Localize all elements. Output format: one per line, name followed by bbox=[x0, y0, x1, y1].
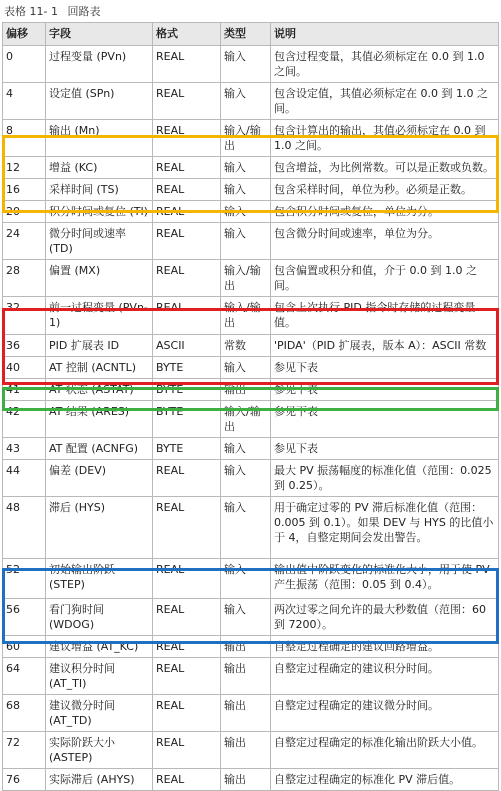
row-type: 输入/输出 bbox=[221, 260, 271, 297]
row-field: 初始输出阶跃 (STEP) bbox=[46, 559, 153, 599]
row-type: 输出 bbox=[221, 695, 271, 732]
row-field: AT 配置 (ACNFG) bbox=[46, 438, 153, 460]
row-description: 自整定过程确定的标准化 PV 滞后值。 bbox=[271, 769, 499, 791]
header-type: 类型 bbox=[221, 23, 271, 46]
row-offset: 24 bbox=[3, 223, 46, 260]
table-row bbox=[3, 83, 499, 120]
row-description: 包含计算出的输出，其值必须标定在 0.0 到 1.0 之间。 bbox=[271, 120, 499, 157]
row-offset: 12 bbox=[3, 157, 46, 179]
table-row bbox=[3, 223, 499, 260]
row-offset: 68 bbox=[3, 695, 46, 732]
table-title: 回路表 bbox=[67, 5, 101, 18]
row-field: 增益 (KC) bbox=[46, 157, 153, 179]
row-field: 实际滞后 (AHYS) bbox=[46, 769, 153, 791]
row-format: BYTE bbox=[153, 438, 221, 460]
row-format: REAL bbox=[153, 599, 221, 636]
row-description: 包含设定值，其值必须标定在 0.0 到 1.0 之间。 bbox=[271, 83, 499, 120]
row-offset: 43 bbox=[3, 438, 46, 460]
row-type: 输入 bbox=[221, 157, 271, 179]
row-format: REAL bbox=[153, 460, 221, 497]
row-type: 输入 bbox=[221, 83, 271, 120]
row-offset: 42 bbox=[3, 401, 46, 438]
row-field: 前一过程变量 (PVn-1) bbox=[46, 297, 153, 335]
row-format: REAL bbox=[153, 297, 221, 335]
row-description: 参见下表 bbox=[271, 401, 499, 438]
row-field: 偏差 (DEV) bbox=[46, 460, 153, 497]
row-format: BYTE bbox=[153, 401, 221, 438]
row-field: 建议积分时间 (AT_TI) bbox=[46, 658, 153, 695]
row-format: REAL bbox=[153, 201, 221, 223]
header-description: 说明 bbox=[271, 23, 499, 46]
row-type: 输出 bbox=[221, 636, 271, 658]
row-field: AT 状态 (ASTAT) bbox=[46, 379, 153, 401]
table-row bbox=[3, 201, 499, 223]
row-field: 设定值 (SPn) bbox=[46, 83, 153, 120]
row-description: 包含偏置或积分和值，介于 0.0 到 1.0 之间。 bbox=[271, 260, 499, 297]
row-description: 'PIDA'（PID 扩展表，版本 A）：ASCII 常数 bbox=[271, 335, 499, 357]
row-format: BYTE bbox=[153, 379, 221, 401]
row-description: 包含微分时间或速率，单位为分。 bbox=[271, 223, 499, 260]
table-row bbox=[3, 260, 499, 297]
row-format: BYTE bbox=[153, 357, 221, 379]
row-type: 输入/输出 bbox=[221, 120, 271, 157]
row-format: REAL bbox=[153, 83, 221, 120]
table-row bbox=[3, 732, 499, 769]
row-offset: 36 bbox=[3, 335, 46, 357]
row-type: 输入 bbox=[221, 497, 271, 559]
table-row bbox=[3, 460, 499, 497]
row-description: 参见下表 bbox=[271, 379, 499, 401]
row-offset: 72 bbox=[3, 732, 46, 769]
row-offset: 64 bbox=[3, 658, 46, 695]
row-type: 常数 bbox=[221, 335, 271, 357]
row-description: 自整定过程确定的标准化输出阶跃大小值。 bbox=[271, 732, 499, 769]
table-row bbox=[3, 357, 499, 379]
row-type: 输入 bbox=[221, 179, 271, 201]
row-description: 用于确定过零的 PV 滞后标准化值（范围：0.005 到 0.1）。如果 DEV 与 HYS 的比值小于 4，自整定期间会发出警告。 bbox=[271, 497, 499, 559]
table-header-row bbox=[3, 23, 499, 46]
row-format: REAL bbox=[153, 658, 221, 695]
table-row bbox=[3, 335, 499, 357]
row-format: REAL bbox=[153, 732, 221, 769]
row-offset: 41 bbox=[3, 379, 46, 401]
row-field: 滞后 (HYS) bbox=[46, 497, 153, 559]
row-type: 输入/输出 bbox=[221, 297, 271, 335]
row-format: REAL bbox=[153, 223, 221, 260]
row-type: 输入/输出 bbox=[221, 401, 271, 438]
table-row bbox=[3, 179, 499, 201]
row-format: ASCII bbox=[153, 335, 221, 357]
table-row bbox=[3, 438, 499, 460]
table-row bbox=[3, 636, 499, 658]
row-offset: 4 bbox=[3, 83, 46, 120]
row-description: 自整定过程确定的建议微分时间。 bbox=[271, 695, 499, 732]
row-offset: 40 bbox=[3, 357, 46, 379]
row-type: 输出 bbox=[221, 769, 271, 791]
row-description: 自整定过程确定的建议积分时间。 bbox=[271, 658, 499, 695]
row-description: 包含上次执行 PID 指令时存储的过程变量值。 bbox=[271, 297, 499, 335]
row-type: 输入 bbox=[221, 223, 271, 260]
row-format: REAL bbox=[153, 120, 221, 157]
row-description: 输出值中阶跃变化的标准化大小，用于使 PV 产生振荡（范围：0.05 到 0.4）。 bbox=[271, 559, 499, 599]
row-description: 包含增益，为比例常数。可以是正数或负数。 bbox=[271, 157, 499, 179]
row-field: 采样时间 (TS) bbox=[46, 179, 153, 201]
row-offset: 8 bbox=[3, 120, 46, 157]
table-row bbox=[3, 599, 499, 636]
row-format: REAL bbox=[153, 179, 221, 201]
table-row bbox=[3, 379, 499, 401]
row-description: 包含过程变量，其值必须标定在 0.0 到 1.0 之间。 bbox=[271, 46, 499, 83]
loop-table bbox=[2, 22, 499, 791]
row-type: 输入 bbox=[221, 559, 271, 599]
row-offset: 32 bbox=[3, 297, 46, 335]
row-format: REAL bbox=[153, 559, 221, 599]
table-row bbox=[3, 769, 499, 791]
row-type: 输入 bbox=[221, 357, 271, 379]
row-offset: 56 bbox=[3, 599, 46, 636]
row-field: 建议增益 (AT_KC) bbox=[46, 636, 153, 658]
header-format: 格式 bbox=[153, 23, 221, 46]
row-type: 输入 bbox=[221, 460, 271, 497]
row-format: REAL bbox=[153, 46, 221, 83]
table-row bbox=[3, 695, 499, 732]
row-description: 包含采样时间，单位为秒。必须是正数。 bbox=[271, 179, 499, 201]
row-offset: 52 bbox=[3, 559, 46, 599]
table-row bbox=[3, 157, 499, 179]
row-field: AT 控制 (ACNTL) bbox=[46, 357, 153, 379]
row-offset: 44 bbox=[3, 460, 46, 497]
header-field: 字段 bbox=[46, 23, 153, 46]
row-type: 输出 bbox=[221, 732, 271, 769]
row-type: 输出 bbox=[221, 658, 271, 695]
row-offset: 48 bbox=[3, 497, 46, 559]
row-field: PID 扩展表 ID bbox=[46, 335, 153, 357]
row-offset: 28 bbox=[3, 260, 46, 297]
row-offset: 0 bbox=[3, 46, 46, 83]
row-type: 输入 bbox=[221, 438, 271, 460]
row-description: 参见下表 bbox=[271, 357, 499, 379]
row-type: 输入 bbox=[221, 599, 271, 636]
table-row bbox=[3, 120, 499, 157]
row-offset: 16 bbox=[3, 179, 46, 201]
row-field: 输出 (Mn) bbox=[46, 120, 153, 157]
row-format: REAL bbox=[153, 157, 221, 179]
row-type: 输出 bbox=[221, 379, 271, 401]
row-format: REAL bbox=[153, 769, 221, 791]
row-field: 看门狗时间 (WDOG) bbox=[46, 599, 153, 636]
row-field: 微分时间或速率 (TD) bbox=[46, 223, 153, 260]
row-description: 包含积分时间或复位，单位为分。 bbox=[271, 201, 499, 223]
row-offset: 20 bbox=[3, 201, 46, 223]
table-row bbox=[3, 497, 499, 559]
row-description: 两次过零之间允许的最大秒数值（范围：60 到 7200）。 bbox=[271, 599, 499, 636]
row-description: 最大 PV 振荡幅度的标准化值（范围：0.025 到 0.25）。 bbox=[271, 460, 499, 497]
table-row bbox=[3, 559, 499, 599]
table-row bbox=[3, 297, 499, 335]
row-field: 积分时间或复位 (TI) bbox=[46, 201, 153, 223]
table-number: 表格 11- 1 bbox=[4, 5, 58, 18]
row-field: 过程变量 (PVn) bbox=[46, 46, 153, 83]
row-description: 自整定过程确定的建议回路增益。 bbox=[271, 636, 499, 658]
header-offset: 偏移 bbox=[3, 23, 46, 46]
table-row bbox=[3, 658, 499, 695]
row-field: 建议微分时间 (AT_TD) bbox=[46, 695, 153, 732]
row-format: REAL bbox=[153, 636, 221, 658]
table-caption bbox=[4, 3, 106, 19]
table-row bbox=[3, 401, 499, 438]
row-format: REAL bbox=[153, 260, 221, 297]
row-offset: 76 bbox=[3, 769, 46, 791]
row-offset: 60 bbox=[3, 636, 46, 658]
row-field: 偏置 (MX) bbox=[46, 260, 153, 297]
row-field: AT 结果 (ARES) bbox=[46, 401, 153, 438]
row-format: REAL bbox=[153, 695, 221, 732]
row-field: 实际阶跃大小 (ASTEP) bbox=[46, 732, 153, 769]
row-description: 参见下表 bbox=[271, 438, 499, 460]
table-row bbox=[3, 46, 499, 83]
row-format: REAL bbox=[153, 497, 221, 559]
row-type: 输入 bbox=[221, 201, 271, 223]
row-type: 输入 bbox=[221, 46, 271, 83]
